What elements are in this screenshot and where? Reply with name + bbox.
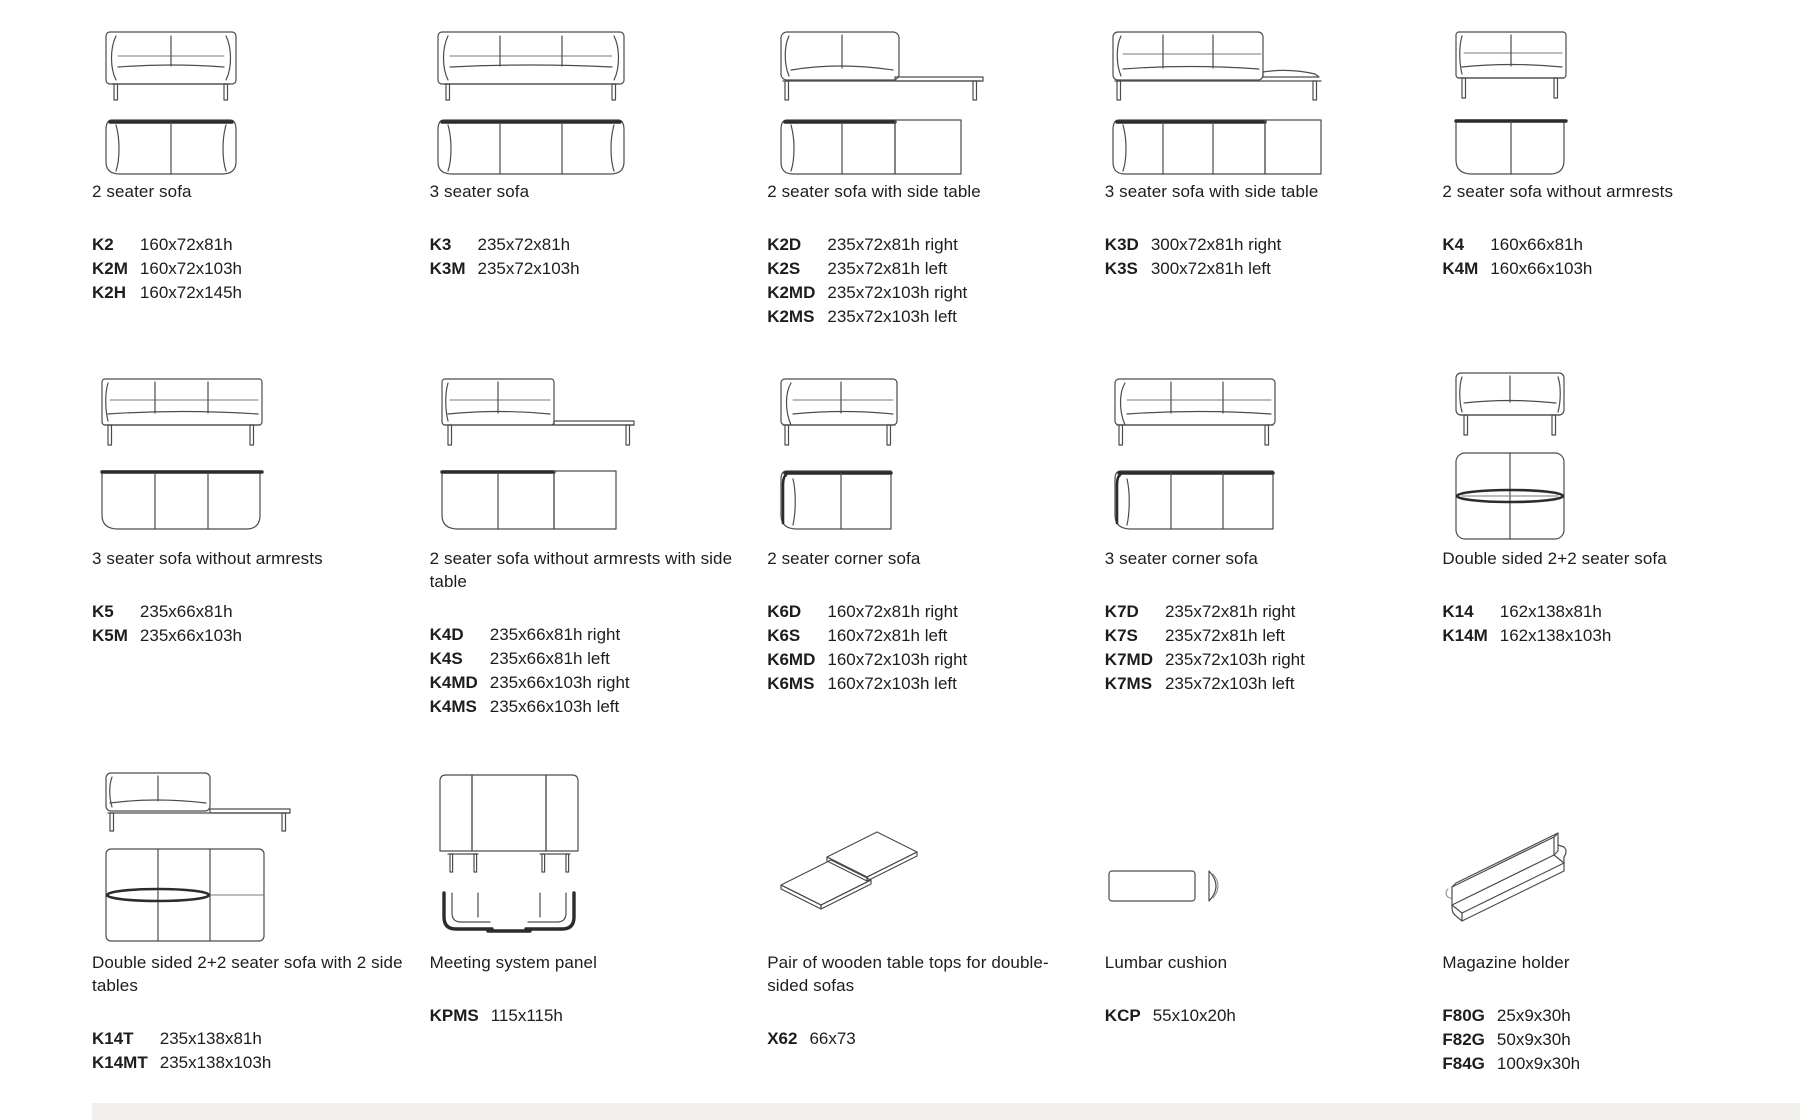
model-code: K3D [1104, 235, 1139, 254]
model-dims: 160x72x103h [139, 259, 242, 278]
2-seater-sofa-side-table-drawing-icon [767, 26, 1079, 158]
product-card-2-seater-no-armrests-side-table [430, 369, 742, 719]
double-sided-sofa-drawing-icon [1442, 369, 1754, 527]
model-dims: 160x72x81h right [827, 602, 958, 621]
spec-list [767, 1027, 1079, 1051]
product-name: 2 seater corner sofa [767, 549, 921, 568]
model-code: KCP [1104, 1006, 1141, 1025]
model-code: K6MS [767, 674, 815, 693]
model-code: K4 [1442, 235, 1465, 254]
product-name: 3 seater corner sofa [1104, 549, 1258, 568]
model-dims: 235x72x103h right [1164, 650, 1305, 669]
model-dims: 160x72x103h left [827, 674, 957, 693]
model-code: K6MD [767, 650, 816, 669]
model-code: K7MD [1104, 650, 1153, 669]
2-seater-no-armrests-side-table-drawing-icon [430, 369, 742, 527]
model-code: F80G [1442, 1006, 1485, 1025]
product-card-3-seater-corner-sofa [1105, 369, 1417, 719]
3-seater-no-armrests-drawing-icon [92, 369, 404, 527]
product-card-2-seater-sofa-side-table [767, 26, 1079, 329]
product-card-2-seater-sofa [92, 26, 404, 329]
magazine-holder-drawing-icon [1442, 765, 1754, 933]
product-name: 2 seater sofa with side table [767, 182, 981, 201]
product-name: 3 seater sofa with side table [1104, 182, 1319, 201]
model-code: X62 [767, 1029, 798, 1048]
model-dims: 235x66x81h [139, 602, 233, 621]
spec-list [1442, 600, 1754, 648]
model-dims: 160x66x103h [1490, 259, 1593, 278]
model-code: K14T [92, 1029, 134, 1048]
product-card-2-seater-no-armrests [1442, 26, 1754, 329]
model-code: K6D [767, 602, 802, 621]
model-dims: 160x72x81h left [827, 626, 948, 645]
model-code: K2D [767, 235, 802, 254]
model-dims: 235x66x81h right [489, 625, 621, 644]
model-code: K5M [92, 626, 128, 645]
product-name: Meeting system panel [429, 953, 597, 972]
model-code: F82G [1442, 1030, 1485, 1049]
model-code: K2MD [767, 283, 816, 302]
product-card-magazine-holder [1442, 765, 1754, 1076]
model-dims: 235x72x103h [477, 259, 580, 278]
model-dims: 66x73 [809, 1029, 856, 1048]
spec-list [1442, 1004, 1754, 1076]
model-dims: 162x138x103h [1499, 626, 1612, 645]
3-seater-sofa-drawing-icon [430, 26, 742, 158]
product-name: 3 seater sofa without armrests [92, 549, 323, 568]
meeting-system-panel-drawing-icon [430, 765, 742, 933]
model-dims: 160x72x103h right [827, 650, 968, 669]
model-code: K14MT [92, 1053, 148, 1072]
model-dims: 100x9x30h [1496, 1054, 1581, 1073]
product-card-3-seater-no-armrests [92, 369, 404, 719]
catalog-row-2 [92, 369, 1754, 719]
model-dims: 235x72x81h right [1164, 602, 1296, 621]
product-card-3-seater-sofa-side-table [1105, 26, 1417, 329]
model-dims: 160x72x81h [139, 235, 233, 254]
model-code: K2MS [767, 307, 815, 326]
model-dims: 235x138x103h [159, 1053, 272, 1072]
model-code: K14M [1442, 626, 1488, 645]
model-code: K4S [429, 649, 463, 668]
product-name: Double sided 2+2 seater sofa [1442, 549, 1667, 568]
spec-list [1442, 233, 1754, 281]
model-code: K3S [1104, 259, 1138, 278]
model-dims: 235x66x103h right [489, 673, 630, 692]
model-dims: 235x72x81h left [1164, 626, 1286, 645]
product-name: Pair of wooden table tops for double-sided sofas [767, 953, 1049, 995]
3-seater-sofa-side-table-drawing-icon [1105, 26, 1417, 158]
spec-list [92, 600, 404, 648]
product-name: Lumbar cushion [1104, 953, 1228, 972]
model-dims: 235x66x81h left [489, 649, 610, 668]
spec-list [1105, 1004, 1417, 1028]
model-dims: 235x72x103h left [1164, 674, 1295, 693]
model-code: K3M [429, 259, 466, 278]
model-dims: 160x72x145h [139, 283, 242, 302]
2-seater-no-armrests-drawing-icon [1442, 26, 1754, 158]
model-dims: 235x66x103h [139, 626, 242, 645]
spec-list [767, 600, 1079, 696]
model-dims: 235x72x81h left [827, 259, 948, 278]
model-code: F84G [1442, 1054, 1485, 1073]
model-code: K7MS [1104, 674, 1153, 693]
product-card-double-sided-sofa [1442, 369, 1754, 719]
spec-list [430, 623, 742, 719]
catalog-row-1 [92, 26, 1754, 329]
product-name: 2 seater sofa [92, 182, 192, 201]
product-card-lumbar-cushion [1105, 765, 1417, 1076]
model-code: K6S [767, 626, 801, 645]
2-seater-sofa-drawing-icon [92, 26, 404, 158]
2-seater-corner-sofa-drawing-icon [767, 369, 1079, 527]
spec-list [92, 1027, 404, 1075]
model-dims: 50x9x30h [1496, 1030, 1571, 1049]
product-card-table-tops [767, 765, 1079, 1076]
spec-list [1105, 600, 1417, 696]
model-code: K7S [1104, 626, 1138, 645]
spec-list [430, 1004, 742, 1028]
catalog-row-3 [92, 765, 1754, 1076]
product-card-3-seater-sofa [430, 26, 742, 329]
model-dims: 235x72x81h [477, 235, 571, 254]
product-name: Double sided 2+2 seater sofa with 2 side tables [92, 953, 403, 995]
model-dims: 300x72x81h left [1150, 259, 1271, 278]
product-name: Magazine holder [1442, 953, 1570, 972]
model-dims: 25x9x30h [1496, 1006, 1571, 1025]
model-code: K5 [92, 602, 114, 621]
spec-list [430, 233, 742, 281]
model-dims: 55x10x20h [1152, 1006, 1236, 1025]
model-code: KPMS [429, 1006, 479, 1025]
spec-list [767, 233, 1079, 329]
product-card-2-seater-corner-sofa [767, 369, 1079, 719]
spec-list [92, 233, 404, 305]
model-code: K2H [92, 283, 127, 302]
table-tops-drawing-icon [767, 765, 1079, 933]
model-code: K2S [767, 259, 801, 278]
lumbar-cushion-drawing-icon [1105, 765, 1417, 933]
model-dims: 235x72x103h right [827, 283, 968, 302]
model-code: K3 [429, 235, 452, 254]
model-dims: 235x138x81h [159, 1029, 262, 1048]
model-code: K7D [1104, 602, 1139, 621]
3-seater-corner-sofa-drawing-icon [1105, 369, 1417, 527]
model-dims: 160x66x81h [1490, 235, 1583, 254]
model-code: K4M [1442, 259, 1479, 278]
model-dims: 235x66x103h left [489, 697, 620, 716]
product-name: 2 seater sofa without armrests with side table [429, 549, 733, 591]
model-dims: 235x72x103h left [827, 307, 957, 326]
model-code: K2M [92, 259, 128, 278]
product-name: 3 seater sofa [429, 182, 530, 201]
model-code: K4MS [429, 697, 477, 716]
double-sided-sofa-tables-drawing-icon [92, 765, 404, 933]
model-code: K14 [1442, 602, 1474, 621]
model-code: K4D [429, 625, 464, 644]
next-section-divider [92, 1103, 1800, 1120]
product-name: 2 seater sofa without armrests [1442, 182, 1674, 201]
model-dims: 115x115h [490, 1006, 563, 1025]
product-card-meeting-system-panel [430, 765, 742, 1076]
model-code: K4MD [429, 673, 478, 692]
model-dims: 162x138x81h [1499, 602, 1602, 621]
spec-list [1105, 233, 1417, 281]
model-code: K2 [92, 235, 114, 254]
model-dims: 300x72x81h right [1150, 235, 1282, 254]
model-dims: 235x72x81h right [827, 235, 958, 254]
product-card-double-sided-sofa-tables [92, 765, 404, 1076]
